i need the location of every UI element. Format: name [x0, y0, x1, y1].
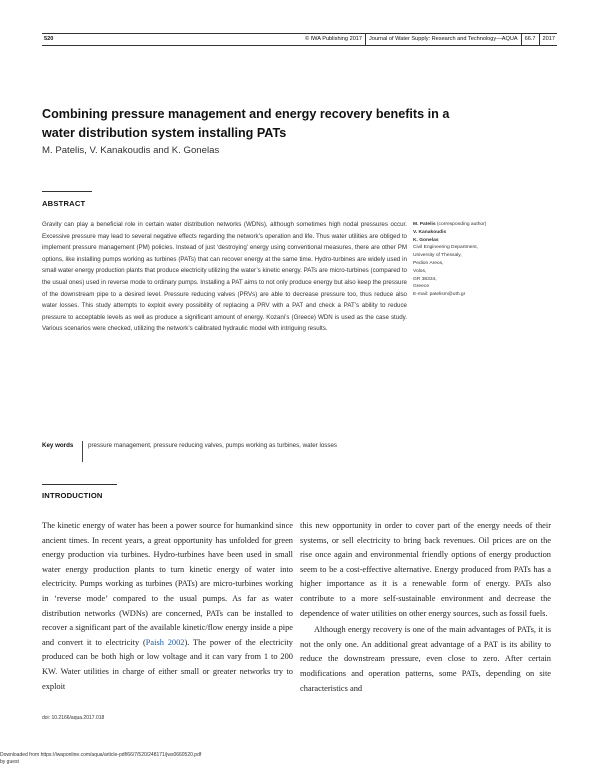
- affiliation-author3: K. Gonelas: [413, 237, 439, 243]
- abstract-text: Gravity can play a beneficial role in certain water distribution networks (WDNs), although sometimes high nodal pressures occur. Excessive pressure may lead to several negative effects regarding the network’s operation and life. Thus water utilities are obliged to implement pressure management (PM) policies. Instead of just ‘destroying’ energy using conventional measures, there are other PM options, like installing pumps working as turbines (PATs) that can recover energy at the same time. Hydro-turbines are widely used in small water energy production plants that produce electricity utilizing the water’s kinetic energy. PATs are micro-turbines (compared to the usual ones) used in reverse mode to ordinary pumps. Installing a PAT aims to not only produce energy but also keep the pressure of the downstream pipe to a desired level. Pressure reducing valves (PRVs) are able to decrease pressure too, thus reduce also water losses. This study attempts to exploit every possibility of replacing a PRV with a PAT and check a PAT’s ability to reduce pressure to acceptable levels as well as produce a significant amount of energy. Kozani’s (Greece) WDN is used as the case study. Various scenarios were checked, utilizing the network’s calibrated hydraulic model with intriguing results.: [42, 221, 407, 333]
- download-by: by guest: [0, 759, 19, 765]
- journal-year: 2017: [542, 36, 555, 42]
- affiliation-line: GR 38334,: [413, 276, 437, 282]
- doi: doi: 10.2166/aqua.2017.018: [42, 715, 105, 721]
- keywords-divider: [82, 441, 83, 462]
- introduction-left-column: [42, 519, 293, 694]
- introduction-right-column: [300, 519, 551, 696]
- journal-info: [305, 34, 555, 45]
- page-number: 520: [44, 36, 54, 42]
- download-source: Downloaded from https://iwaponline.com/aqua/article-pdf/66/7/520/248171/jws0660520.pdf: [0, 752, 202, 758]
- journal-volume: 66.7: [524, 36, 536, 42]
- journal-header-bar: [42, 33, 557, 46]
- article-authors: M. Patelis, V. Kanakoudis and K. Gonelas: [42, 145, 220, 156]
- affiliation-line: Pedion Areos,: [413, 260, 444, 266]
- download-notice: [0, 752, 201, 766]
- affiliation-line: University of Thessaly,: [413, 253, 462, 259]
- abstract-heading: ABSTRACT: [42, 199, 86, 208]
- affiliation-line: Civil Engineering Department,: [413, 245, 478, 251]
- author-affiliation: [413, 221, 558, 299]
- citation-link[interactable]: Paish 2002: [145, 637, 185, 647]
- introduction-paragraph: The kinetic energy of water has been a power source for humankind since ancient times. In recent years, a great opportunity has unfolded for green energy production via turbines. Hydro-turbines have been used in small water energy production plants to turn kinetic energy of water into electricity. Pumps working as turbines (PATs) are micro-turbines working in ‘reverse mode’ compared to the usual pumps. As far as water distribution networks (WDNs) are concerned, PATs can be installed to recover a significant part of the available kinetic/flow energy inside a pipe and convert it to electricity (Paish 2002). The power of the electricity produced can be both high or low voltage and it can vary from 1 to 200 KW. Water utilities in charge of either small or greater networks try to exploit: [42, 521, 293, 691]
- abstract-rule: [42, 191, 92, 192]
- introduction-rule: [42, 484, 117, 485]
- affiliation-author1: M. Patelis (corresponding author): [413, 222, 487, 227]
- affiliation-author2: V. Kanakoudis: [413, 229, 447, 235]
- copyright-notice: © IWA Publishing 2017: [304, 36, 363, 42]
- introduction-paragraph: this new opportunity in order to cover part of the energy needs of their systems, or sell electricity to bring back revenues. Oil prices are on the rise once again and environmental friendly options of energy production seem to be a cost-effective alternative. Energy produced from PATs has a higher importance as it is a renewable form of energy. PATs also contribute to a more self-sustainable environment and decrease the dependence of water utilities on other energy sources, such as fossil fuels.: [300, 521, 551, 618]
- affiliation-email: E-mail: patelism@uth.gr: [413, 292, 466, 298]
- article-title: Combining pressure management and energy recovery benefits in a water distribution system installing PATs: [42, 107, 450, 140]
- introduction-paragraph: Although energy recovery is one of the main advantages of PATs, it is not the only one. An additional great advantage of a PAT is its ability to reduce the downstream pressure, even close to zero. After certain modifications and operation patterns, some PATs, depending on site characteristics and: [300, 625, 551, 693]
- journal-name: Journal of Water Supply: Research and Technology—AQUA: [369, 36, 518, 42]
- keywords-text: pressure management, pressure reducing valves, pumps working as turbines, water losses: [88, 442, 337, 449]
- introduction-heading: INTRODUCTION: [42, 491, 103, 500]
- affiliation-line: Volos,: [413, 268, 427, 274]
- keywords-label: Key words: [42, 442, 74, 449]
- affiliation-line: Greece: [413, 284, 430, 290]
